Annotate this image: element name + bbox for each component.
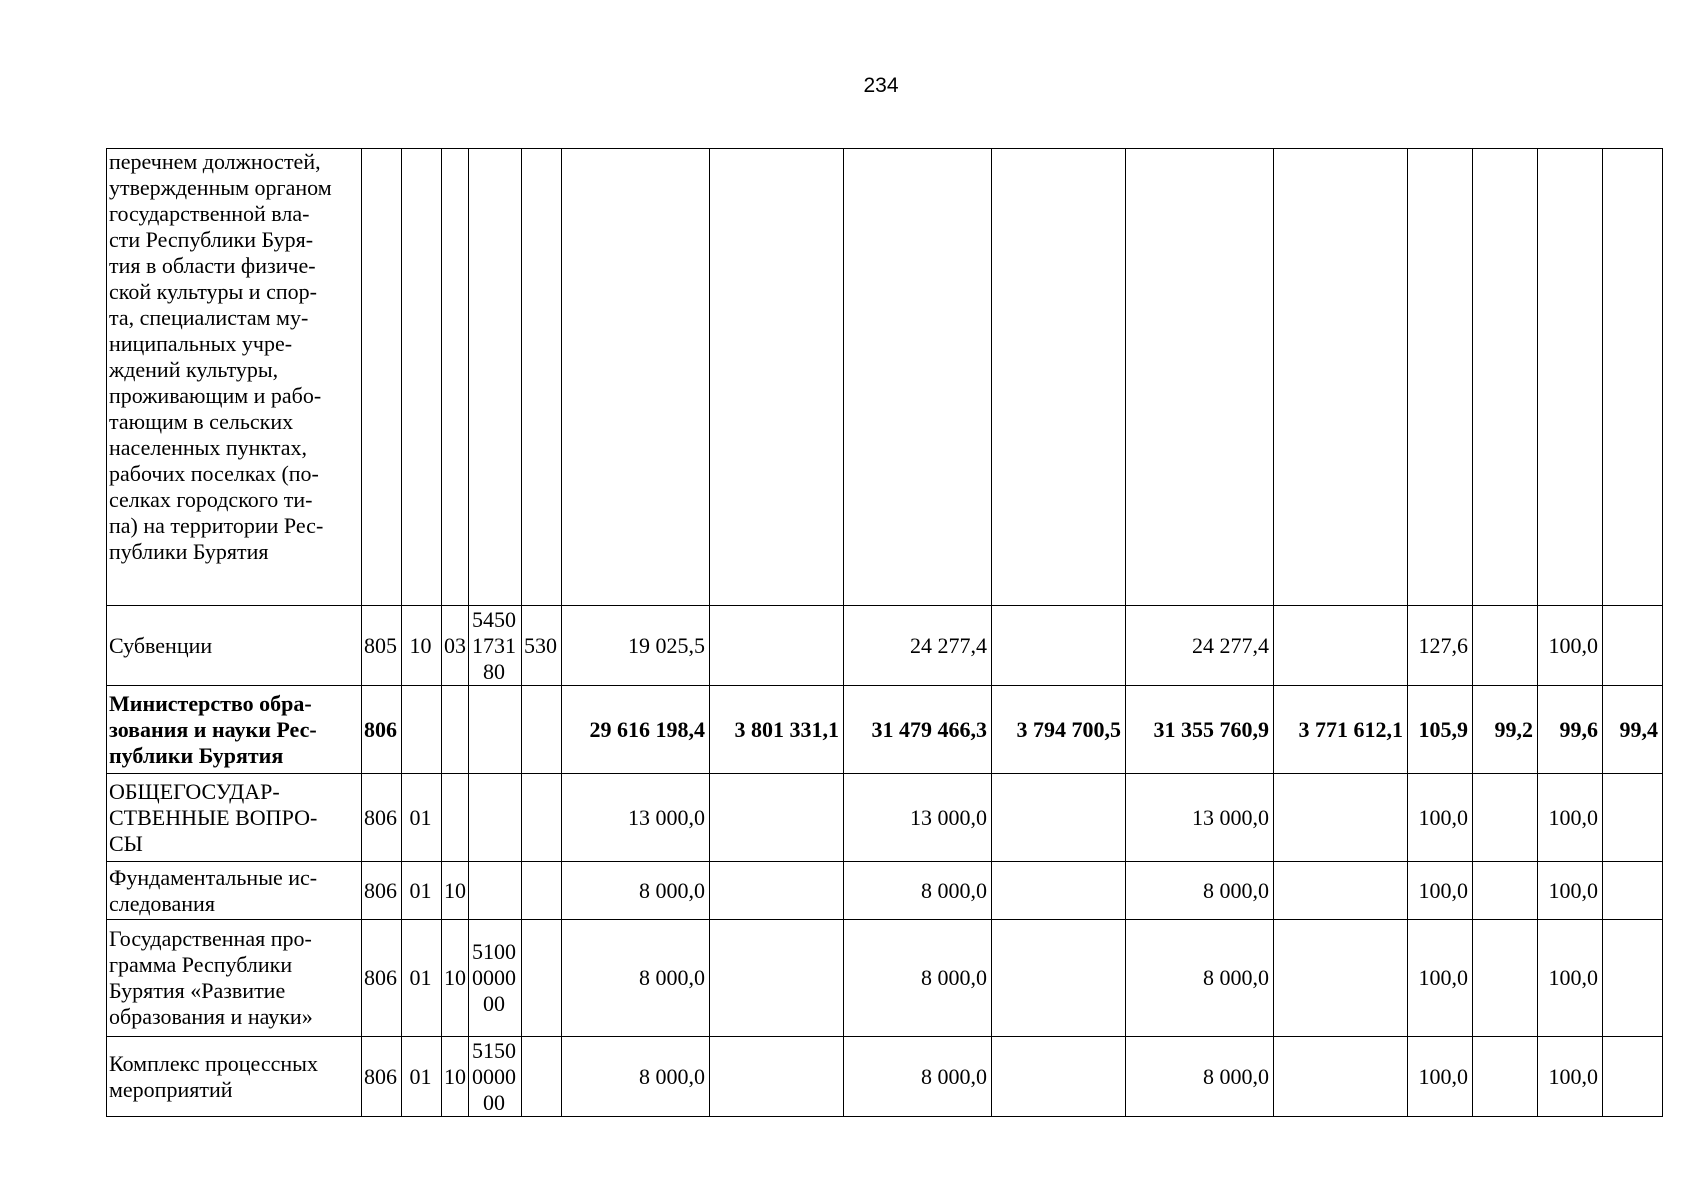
table-row xyxy=(107,149,1663,606)
row-name: перечнем должностей, утвержденным органом государственной вла- сти Республики Буря- тия в области физиче- ской культуры и спор- та, специалистам му- ниципальных учре- ждений культуры, проживающим и рабо- тающим в сельских населенных пунктах, рабочих поселках (по- селках городского ти- па) на территории Рес- публики Бурятия xyxy=(107,149,362,606)
percent-4 xyxy=(1603,606,1663,686)
section-code: 01 xyxy=(402,774,442,862)
percent-2 xyxy=(1473,862,1538,920)
page-number: 234 xyxy=(863,74,899,97)
table-row xyxy=(107,686,1663,774)
percent-1: 100,0 xyxy=(1408,1037,1473,1117)
expense-type-code: 530 xyxy=(522,606,562,686)
grbs-code: 806 xyxy=(362,774,402,862)
target-article-code xyxy=(469,686,522,774)
subsection-code: 10 xyxy=(442,920,469,1037)
table-row xyxy=(107,606,1663,686)
grbs-code: 806 xyxy=(362,686,402,774)
percent-3 xyxy=(1538,149,1603,606)
amount-6 xyxy=(1274,920,1408,1037)
percent-4: 99,4 xyxy=(1603,686,1663,774)
row-name: Фундаментальные ис- следования xyxy=(107,862,362,920)
amount-4: 3 794 700,5 xyxy=(992,686,1126,774)
table-row xyxy=(107,1037,1663,1117)
amount-5 xyxy=(1126,149,1274,606)
amount-6 xyxy=(1274,606,1408,686)
percent-1: 100,0 xyxy=(1408,862,1473,920)
target-article-code: 5450 1731 80 xyxy=(469,606,522,686)
amount-5: 31 355 760,9 xyxy=(1126,686,1274,774)
amount-3 xyxy=(844,149,992,606)
amount-6 xyxy=(1274,149,1408,606)
table-row xyxy=(107,920,1663,1037)
amount-5: 24 277,4 xyxy=(1126,606,1274,686)
percent-2 xyxy=(1473,774,1538,862)
percent-3: 100,0 xyxy=(1538,920,1603,1037)
row-name: Комплекс процессных мероприятий xyxy=(107,1037,362,1117)
amount-6 xyxy=(1274,862,1408,920)
grbs-code: 806 xyxy=(362,1037,402,1117)
amount-6 xyxy=(1274,1037,1408,1117)
expense-type-code xyxy=(522,774,562,862)
percent-1 xyxy=(1408,149,1473,606)
percent-4 xyxy=(1603,862,1663,920)
grbs-code: 806 xyxy=(362,862,402,920)
row-name: Государственная про- грамма Республики Бурятия «Развитие образования и науки» xyxy=(107,920,362,1037)
row-name: ОБЩЕГОСУДАР- СТВЕННЫЕ ВОПРО- СЫ xyxy=(107,774,362,862)
section-code xyxy=(402,149,442,606)
percent-3: 99,6 xyxy=(1538,686,1603,774)
section-code: 01 xyxy=(402,920,442,1037)
expense-type-code xyxy=(522,920,562,1037)
grbs-code xyxy=(362,149,402,606)
target-article-code: 5150 0000 00 xyxy=(469,1037,522,1117)
amount-2 xyxy=(710,1037,844,1117)
percent-1: 105,9 xyxy=(1408,686,1473,774)
percent-2 xyxy=(1473,149,1538,606)
amount-4 xyxy=(992,862,1126,920)
amount-1: 8 000,0 xyxy=(562,862,710,920)
amount-1: 19 025,5 xyxy=(562,606,710,686)
section-code: 10 xyxy=(402,606,442,686)
percent-4 xyxy=(1603,149,1663,606)
amount-1: 8 000,0 xyxy=(562,1037,710,1117)
percent-4 xyxy=(1603,920,1663,1037)
percent-2 xyxy=(1473,1037,1538,1117)
table-row xyxy=(107,774,1663,862)
amount-3: 8 000,0 xyxy=(844,862,992,920)
amount-3: 31 479 466,3 xyxy=(844,686,992,774)
amount-1 xyxy=(562,149,710,606)
amount-3: 24 277,4 xyxy=(844,606,992,686)
expense-type-code xyxy=(522,1037,562,1117)
section-code: 01 xyxy=(402,1037,442,1117)
grbs-code: 806 xyxy=(362,920,402,1037)
row-name: Министерство обра- зования и науки Рес- публики Бурятия xyxy=(107,686,362,774)
amount-5: 8 000,0 xyxy=(1126,862,1274,920)
amount-3: 8 000,0 xyxy=(844,920,992,1037)
budget-table xyxy=(106,148,1663,1117)
amount-1: 13 000,0 xyxy=(562,774,710,862)
percent-3: 100,0 xyxy=(1538,774,1603,862)
subsection-code xyxy=(442,149,469,606)
table-row xyxy=(107,862,1663,920)
amount-6: 3 771 612,1 xyxy=(1274,686,1408,774)
target-article-code xyxy=(469,862,522,920)
amount-1: 8 000,0 xyxy=(562,920,710,1037)
amount-2 xyxy=(710,606,844,686)
section-code xyxy=(402,686,442,774)
percent-4 xyxy=(1603,1037,1663,1117)
amount-4 xyxy=(992,606,1126,686)
subsection-code: 03 xyxy=(442,606,469,686)
grbs-code: 805 xyxy=(362,606,402,686)
amount-2 xyxy=(710,920,844,1037)
amount-6 xyxy=(1274,774,1408,862)
amount-3: 8 000,0 xyxy=(844,1037,992,1117)
target-article-code xyxy=(469,774,522,862)
amount-2 xyxy=(710,774,844,862)
percent-1: 127,6 xyxy=(1408,606,1473,686)
amount-4 xyxy=(992,1037,1126,1117)
subsection-code: 10 xyxy=(442,1037,469,1117)
amount-4 xyxy=(992,149,1126,606)
amount-4 xyxy=(992,774,1126,862)
percent-3: 100,0 xyxy=(1538,606,1603,686)
expense-type-code xyxy=(522,862,562,920)
expense-type-code xyxy=(522,686,562,774)
percent-4 xyxy=(1603,774,1663,862)
amount-1: 29 616 198,4 xyxy=(562,686,710,774)
percent-2: 99,2 xyxy=(1473,686,1538,774)
target-article-code: 5100 0000 00 xyxy=(469,920,522,1037)
amount-5: 8 000,0 xyxy=(1126,1037,1274,1117)
amount-4 xyxy=(992,920,1126,1037)
percent-2 xyxy=(1473,920,1538,1037)
expense-type-code xyxy=(522,149,562,606)
amount-2: 3 801 331,1 xyxy=(710,686,844,774)
subsection-code xyxy=(442,774,469,862)
subsection-code xyxy=(442,686,469,774)
percent-1: 100,0 xyxy=(1408,920,1473,1037)
amount-5: 13 000,0 xyxy=(1126,774,1274,862)
percent-2 xyxy=(1473,606,1538,686)
target-article-code xyxy=(469,149,522,606)
row-name: Субвенции xyxy=(107,606,362,686)
amount-2 xyxy=(710,862,844,920)
amount-5: 8 000,0 xyxy=(1126,920,1274,1037)
subsection-code: 10 xyxy=(442,862,469,920)
percent-3: 100,0 xyxy=(1538,1037,1603,1117)
amount-3: 13 000,0 xyxy=(844,774,992,862)
percent-1: 100,0 xyxy=(1408,774,1473,862)
section-code: 01 xyxy=(402,862,442,920)
percent-3: 100,0 xyxy=(1538,862,1603,920)
amount-2 xyxy=(710,149,844,606)
